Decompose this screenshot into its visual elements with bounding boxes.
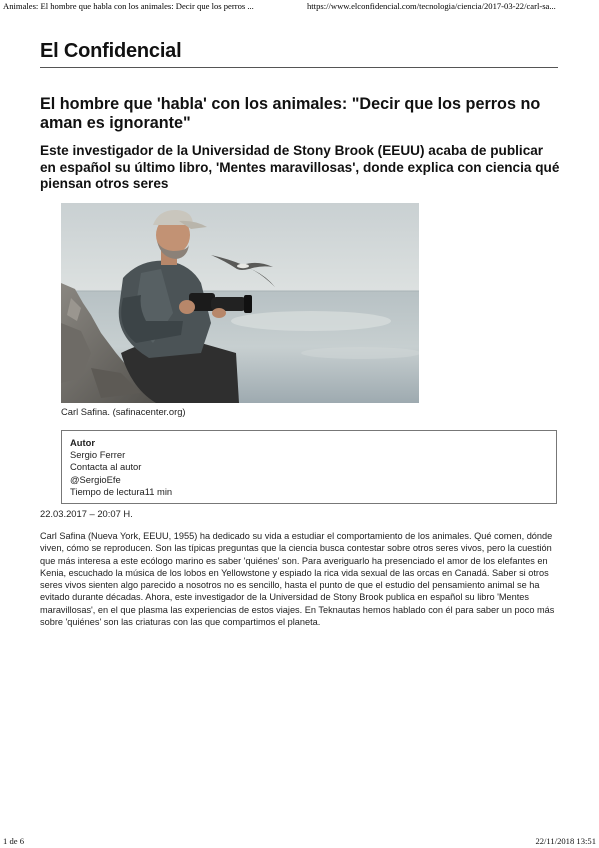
author-box: [61, 430, 557, 504]
print-header: [0, 0, 599, 14]
article-body: Carl Safina (Nueva York, EEUU, 1955) ha dedicado su vida a estudiar el comportamiento de los animales. Qué comen, dónde viven, cómo se reproducen. Son las típicas preguntas que la ciencia busca contestar sobre otros seres vivos, pero la cuestión que más interesa a este ecólogo marino es saber 'quiénes' son. Para averiguarlo ha presenciado el amor de los elefantes en Kenia, escuchado la música de los lobos en Yellowstone y espiado la rica vida sexual de las orcas en Canadá. Saber si otros seres vivos sienten algo parecido a nosotros no es sencillo, hasta el punto de que el estudio del pensamiento animal se ha evitado durante décadas. Ahora, este investigador de la Universidad de Stony Brook publica en español su libro 'Mentes maravillosas', en el que plasma las experiencias de estos viajes. En Teknautas hemos hablado con él para saber un poco más sobre 'quiénes' son las criaturas con las que compartimos el planeta.: [40, 531, 555, 628]
print-header-url: https://www.elconfidencial.com/tecnologia/ciencia/2017-03-22/carl-sa...: [307, 1, 556, 11]
photo-caption: Carl Safina. (safinacenter.org): [61, 406, 186, 417]
contact-author-link[interactable]: Contacta al autor: [70, 461, 142, 473]
author-heading: Autor: [70, 437, 95, 448]
reading-time: Tiempo de lectura11 min: [70, 485, 173, 497]
article-photo: [61, 203, 419, 403]
article-headline: El hombre que 'habla' con los animales: "Decir que los perros no aman es ignorante": [40, 95, 541, 132]
print-header-title: Animales: El hombre que habla con los animales: Decir que los perros ...: [3, 1, 254, 11]
author-twitter-handle[interactable]: @SergioEfe: [70, 473, 121, 485]
article-date: 22.03.2017 – 20:07 H.: [40, 508, 133, 519]
article-subheadline: Este investigador de la Universidad de Stony Brook (EEUU) acaba de publicar en español su último libro, 'Mentes maravillosas', donde explica con ciencia qué piensan otros seres: [40, 143, 560, 191]
print-footer-page: 1 de 6: [3, 836, 25, 846]
site-logo[interactable]: El Confidencial: [40, 40, 182, 62]
author-name[interactable]: Sergio Ferrer: [70, 449, 126, 461]
brand-divider: [40, 67, 558, 68]
print-footer-timestamp: 22/11/2018 13:51: [535, 836, 596, 846]
